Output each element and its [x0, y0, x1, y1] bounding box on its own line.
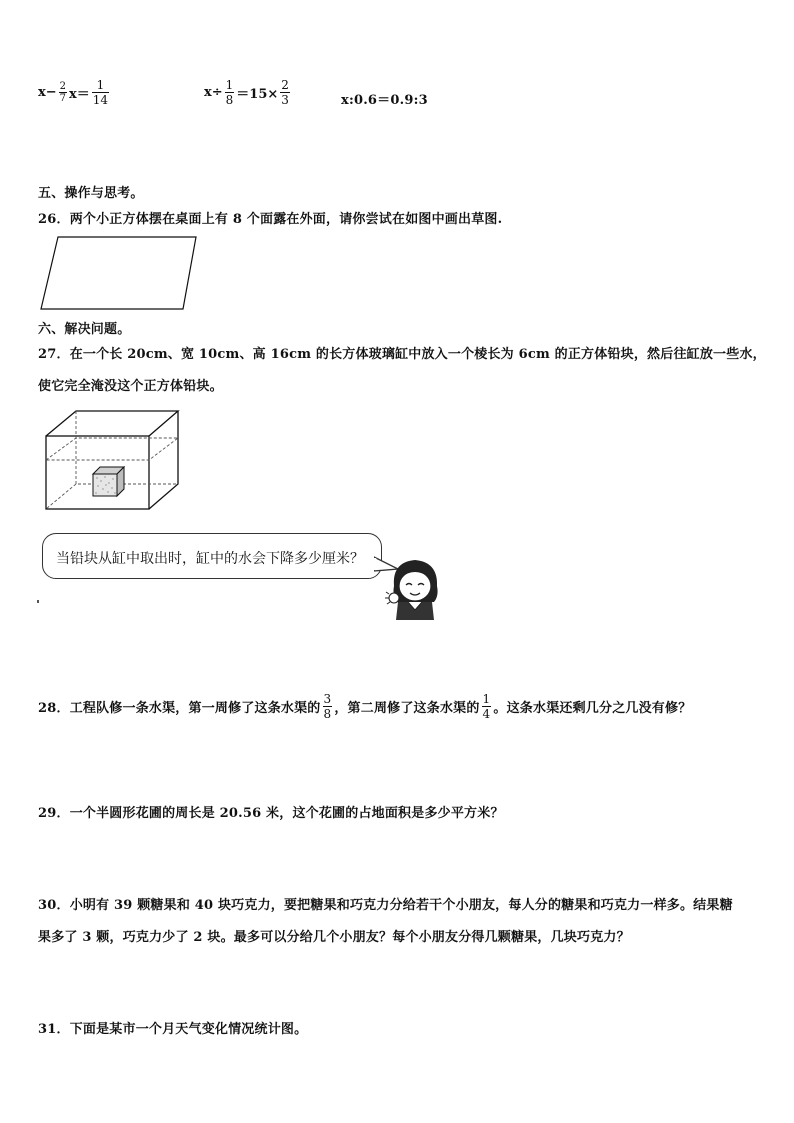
question-30-line-2: 果多了 3 颗，巧克力少了 2 块。最多可以分给几个小朋友？每个小朋友分得几颗糖果，几块巧克力？ — [38, 930, 630, 945]
question-26: 26．两个小正方体摆在桌面上有 8 个面露在外面，请你尝试在如图中画出草图. — [38, 212, 503, 227]
question-27-line-1: 27．在一个长 20cm、宽 10cm、高 16cm 的长方体玻璃缸中放入一个棱长为 6cm 的正方体铅块，然后往缸放一些水， — [38, 347, 766, 362]
stray-mark — [37, 600, 39, 603]
glass-tank-icon — [38, 408, 188, 512]
eq2-fraction-1: $\frac{1}{8}$ — [225, 78, 234, 107]
speech-bubble-text: 当铅块从缸中取出时，缸中的水会下降多少厘米？ — [56, 551, 364, 567]
girl-character-icon — [384, 556, 446, 622]
eq1-fraction-2: $\frac{1}{14}$ — [92, 78, 109, 107]
eq1-part-b: x＝ — [69, 87, 90, 102]
equation-3: x:0.6＝0.9:3 — [341, 93, 428, 108]
q28-part-1: 28．工程队修一条水渠，第一周修了这条水渠的 — [38, 701, 321, 716]
question-30-line-1: 30．小明有 39 颗糖果和 40 块巧克力，要把糖果和巧克力分给若干个小朋友，每人分的糖果和巧克力一样多。结果糖 — [38, 898, 733, 913]
eq2-fraction-2: $\frac{2}{3}$ — [281, 78, 289, 107]
q28-fraction-1: $\frac{3}{8}$ — [323, 692, 332, 721]
q28-part-2: ，第二周修了这条水渠的 — [334, 701, 480, 716]
parallelogram-shape — [41, 237, 196, 309]
parallelogram-drawing-area[interactable] — [38, 234, 200, 312]
question-27-line-2: 使它完全淹没这个正方体铅块。 — [38, 379, 223, 394]
equation-2 — [204, 78, 292, 107]
equation-1 — [38, 78, 111, 107]
eq1-fraction-1: $\frac{2}{7}$ — [59, 81, 67, 104]
question-31: 31．下面是某市一个月天气变化情况统计图。 — [38, 1022, 308, 1037]
q28-fraction-2: $\frac{1}{4}$ — [482, 692, 491, 721]
eq1-part-a: x− — [38, 85, 57, 100]
section-5-heading: 五、操作与思考。 — [38, 186, 144, 201]
question-28 — [38, 692, 691, 721]
q28-part-3: 。这条水渠还剩几分之几没有修？ — [493, 701, 692, 716]
eq2-part-b: ＝15× — [236, 87, 279, 102]
section-6-heading: 六、解决问题。 — [38, 322, 131, 337]
eq2-part-a: x÷ — [204, 85, 223, 100]
lead-cube-icon — [93, 467, 124, 496]
question-29: 29．一个半圆形花圃的周长是 20.56 米，这个花圃的占地面积是多少平方米？ — [38, 806, 504, 821]
